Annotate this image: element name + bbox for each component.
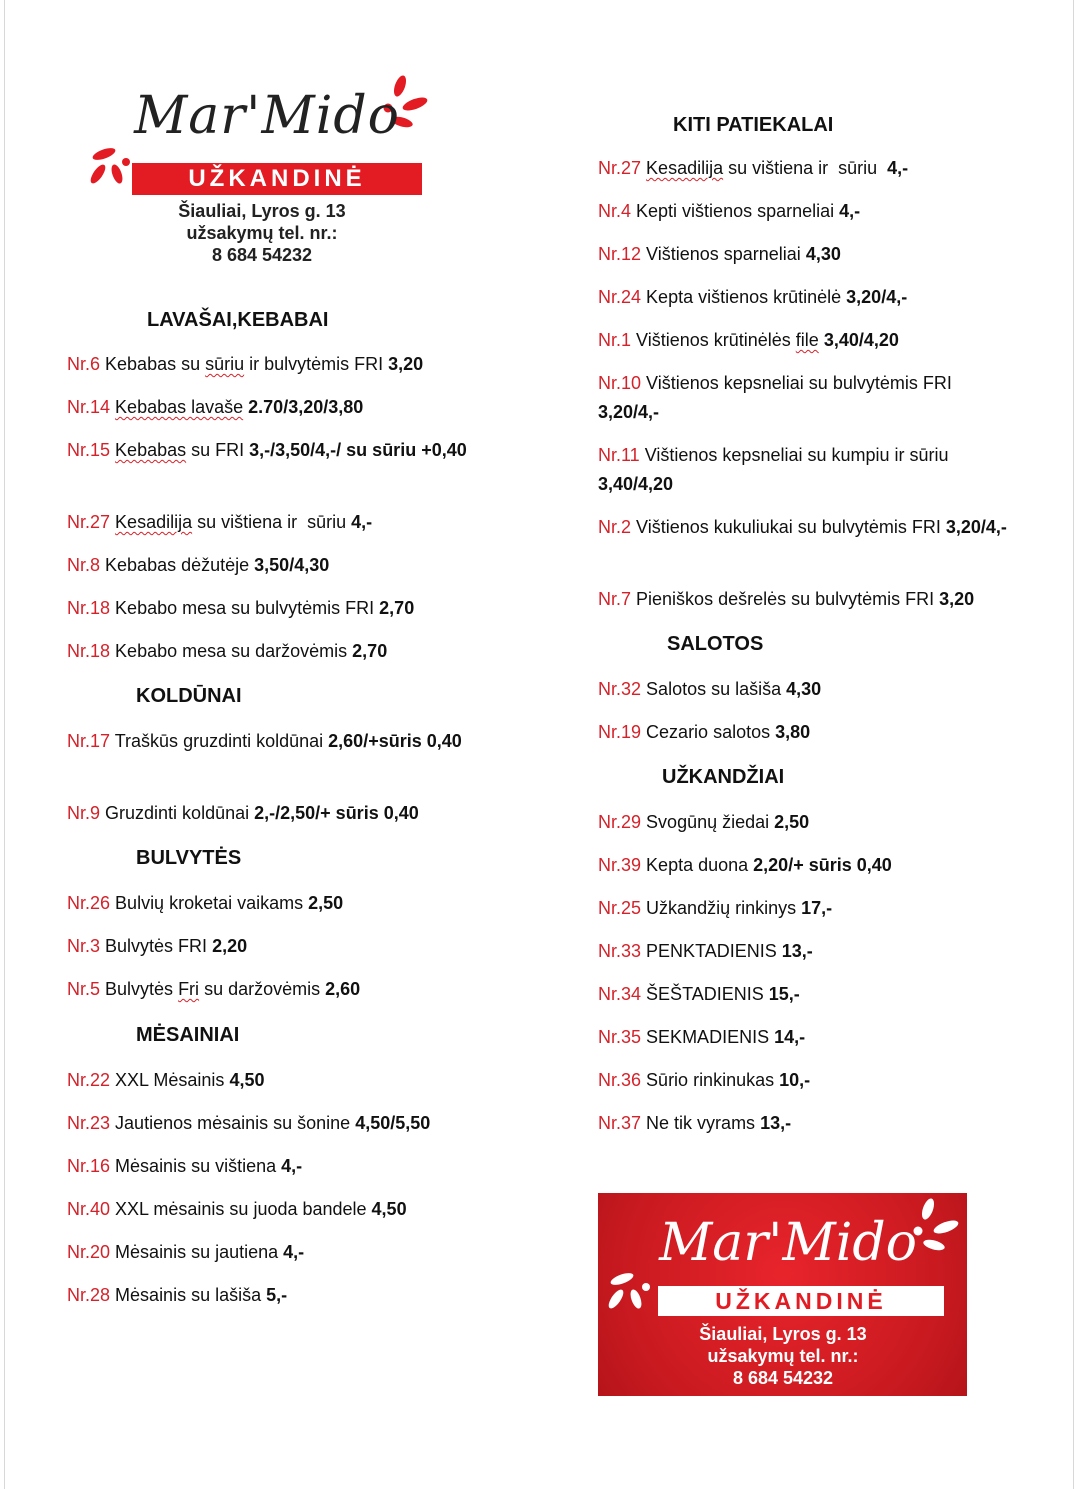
item-name: Vištienos sparneliai [646,244,806,264]
item-name: Vištienos kepsneliai su kumpiu ir sūriu [644,445,954,465]
item-number: Nr.1 [598,330,632,350]
item-name-underlined: Kesadilija [646,158,724,178]
menu-item [598,197,1008,226]
item-price: 4,50 [229,1070,265,1090]
item-number: Nr.14 [67,397,111,417]
item-name: ŠEŠTADIENIS [646,984,769,1004]
brand-phone: 8 684 54232 [211,245,313,265]
menu-item [67,932,467,961]
item-price: 15,- [768,984,800,1004]
item-number: Nr.7 [598,589,632,609]
item-name: Vištienos krūtinėlės [636,330,796,350]
item-number: Nr.8 [67,555,101,575]
item-number: Nr.27 [598,158,642,178]
item-name: Mėsainis su lašiša [115,1285,267,1305]
item-number: Nr.34 [598,984,642,1004]
item-name: Jautienos mėsainis su šonine [115,1113,356,1133]
item-name-underlined: Kebabas [115,440,187,460]
item-price: 2,60/+sūris 0,40 [328,731,462,751]
brand-address: Šiauliai, Lyros g. 13 [699,1324,867,1344]
item-name-rest: su FRI [186,440,250,460]
menu-item [67,1238,467,1267]
brand-address-block [112,200,412,266]
menu-item [598,326,1008,355]
item-price: 3,20/4,- [945,517,1007,537]
menu-item [598,1109,1008,1138]
brand-address: Šiauliai, Lyros g. 13 [178,201,346,221]
item-price: 4,30 [786,679,822,699]
section-heading: UŽKANDŽIAI [662,766,785,788]
item-price: 4,50 [371,1199,407,1219]
menu-item [598,513,1008,542]
item-name-rest: ir bulvytėmis FRI [244,354,389,374]
item-name-underlined: Kebabas lavaše [115,397,244,417]
item-price: 4,50/5,50 [355,1113,431,1133]
brand-name: Mar'Mido [659,1213,917,1273]
menu-item [67,594,467,623]
menu-item [67,551,467,580]
item-price: 3,50/4,30 [254,555,330,575]
section-heading: LAVAŠAI,KEBABAI [147,309,329,331]
brand-address-block [628,1323,938,1389]
item-price: 4,- [281,1156,303,1176]
brand-subtitle: UŽKANDINĖ [132,163,422,195]
item-price: 3,40/4,20 [823,330,899,350]
item-name: Sūrio rinkinukas [646,1070,780,1090]
menu-item [598,240,1008,269]
item-number: Nr.27 [67,512,111,532]
menu-item [598,718,1008,747]
menu-item [598,894,1008,923]
menu-item [67,436,467,465]
item-name-underlined: sūriu [205,354,245,374]
menu-item [598,937,1008,966]
item-price: 2.70/3,20/3,80 [248,397,364,417]
item-number: Nr.22 [67,1070,111,1090]
item-price: 2,60 [325,979,361,999]
item-name: SEKMADIENIS [646,1027,775,1047]
item-number: Nr.40 [67,1199,111,1219]
item-number: Nr.35 [598,1027,642,1047]
item-number: Nr.6 [67,354,101,374]
item-number: Nr.24 [598,287,642,307]
menu-item [67,508,467,537]
item-price: 2,20/+ sūris 0,40 [753,855,892,875]
menu-item [67,1152,467,1181]
item-name: Pieniškos dešrelės su bulvytėmis FRI [636,589,940,609]
item-price: 13,- [760,1113,792,1133]
item-price: 2,70 [379,598,415,618]
item-number: Nr.15 [67,440,111,460]
item-number: Nr.17 [67,731,111,751]
item-name: Svogūnų žiedai [646,812,775,832]
item-number: Nr.37 [598,1113,642,1133]
item-number: Nr.10 [598,373,642,393]
item-number: Nr.18 [67,598,111,618]
item-number: Nr.3 [67,936,101,956]
item-number: Nr.36 [598,1070,642,1090]
item-name: Kebabas su [105,354,206,374]
item-number: Nr.39 [598,855,642,875]
item-name: Mėsainis su jautiena [115,1242,284,1262]
item-name-underlined: Fri [178,979,200,999]
menu-item [598,1066,1008,1095]
item-price: 3,20/4,- [846,287,908,307]
item-number: Nr.28 [67,1285,111,1305]
item-name-rest: su daržovėmis [199,979,326,999]
item-name: Kepta vištienos krūtinėlė [646,287,847,307]
item-number: Nr.5 [67,979,101,999]
item-name: XXL mėsainis su juoda bandele [115,1199,372,1219]
item-number: Nr.23 [67,1113,111,1133]
item-number: Nr.20 [67,1242,111,1262]
item-name: Bulvių kroketai vaikams [115,893,309,913]
menu-item [67,1195,467,1224]
menu-item [598,441,1008,499]
item-name: Bulvytės FRI [105,936,213,956]
item-name: Vištienos kepsneliai su bulvytėmis FRI [646,373,957,393]
section-heading: KITI PATIEKALAI [673,114,834,136]
item-name: Užkandžių rinkinys [646,898,802,918]
item-name: Ne tik vyrams [646,1113,761,1133]
item-number: Nr.9 [67,803,101,823]
item-price: 3,-/3,50/4,-/ su sūriu +0,40 [249,440,467,460]
item-number: Nr.25 [598,898,642,918]
item-name: Vištienos kukuliukai su bulvytėmis FRI [636,517,946,537]
item-name: Traškūs gruzdinti koldūnai [114,731,329,751]
item-name: XXL Mėsainis [115,1070,230,1090]
item-number: Nr.18 [67,641,111,661]
menu-item [67,637,467,666]
item-number: Nr.2 [598,517,632,537]
item-price: 4,- [887,158,909,178]
item-price: 4,- [351,512,373,532]
item-price: 3,20 [388,354,424,374]
menu-item [598,980,1008,1009]
item-number: Nr.11 [598,445,640,465]
section-heading: SALOTOS [667,633,764,655]
menu-item [67,1066,467,1095]
brand-phone: 8 684 54232 [732,1368,834,1388]
menu-item [67,350,467,379]
item-name-underlined: Kesadilija [115,512,193,532]
section-heading: BULVYTĖS [136,847,242,869]
item-price: 4,30 [805,244,841,264]
menu-item [67,889,467,918]
menu-item [598,283,1008,312]
item-name: Gruzdinti koldūnai [105,803,255,823]
brand-phone-label: užsakymų tel. nr.: [186,223,338,243]
menu-item [67,727,467,756]
item-name-rest: su vištiena ir sūriu [723,158,888,178]
item-name: Mėsainis su vištiena [115,1156,282,1176]
item-price: 4,- [283,1242,305,1262]
menu-item [598,1023,1008,1052]
item-number: Nr.16 [67,1156,111,1176]
menu-item [67,1281,467,1310]
item-number: Nr.33 [598,941,642,961]
brand-phone-label: užsakymų tel. nr.: [707,1346,859,1366]
item-name: Kebabas dėžutėje [105,555,255,575]
item-price: 4,- [839,201,861,221]
item-name-rest: su vištiena ir sūriu [192,512,352,532]
section-heading: MĖSAINIAI [136,1024,240,1046]
item-price: 2,20 [212,936,248,956]
menu-item [598,154,1008,183]
item-name: Salotos su lašiša [646,679,787,699]
brand-logo-bottom [598,1193,967,1396]
item-number: Nr.26 [67,893,111,913]
item-price: 14,- [774,1027,806,1047]
item-price: 3,40/4,20 [598,474,674,494]
item-price: 10,- [779,1070,811,1090]
item-number: Nr.4 [598,201,632,221]
brand-subtitle: UŽKANDINĖ [658,1286,944,1316]
item-price: 2,-/2,50/+ sūris 0,40 [254,803,419,823]
item-price: 3,20 [939,589,975,609]
menu-item [67,1109,467,1138]
menu-item [67,799,467,828]
menu-item [598,585,1008,614]
item-price: 3,80 [775,722,811,742]
section-heading: KOLDŪNAI [136,685,242,707]
item-price: 2,50 [774,812,810,832]
menu-item [67,393,467,422]
menu-item [67,975,467,1004]
item-price: 2,50 [308,893,344,913]
item-number: Nr.32 [598,679,642,699]
menu-item [598,369,1008,427]
item-price: 5,- [266,1285,288,1305]
menu-item [598,675,1008,704]
item-name: Kebabo mesa su bulvytėmis FRI [115,598,380,618]
item-name-underlined: file [795,330,819,350]
item-name: Kepta duona [646,855,754,875]
item-name: Kebabo mesa su daržovėmis [115,641,353,661]
item-number: Nr.12 [598,244,642,264]
item-price: 17,- [801,898,833,918]
item-name: Cezario salotos [646,722,776,742]
brand-name: Mar'Mido [134,86,400,146]
brand-logo-top [82,66,430,272]
item-name: Kepti vištienos sparneliai [636,201,840,221]
menu-item [598,808,1008,837]
item-name: PENKTADIENIS [646,941,782,961]
menu-item [598,851,1008,880]
item-price: 3,20/4,- [598,402,660,422]
item-name: Bulvytės [105,979,179,999]
item-price: 13,- [781,941,813,961]
item-number: Nr.29 [598,812,642,832]
item-number: Nr.19 [598,722,642,742]
item-price: 2,70 [352,641,388,661]
